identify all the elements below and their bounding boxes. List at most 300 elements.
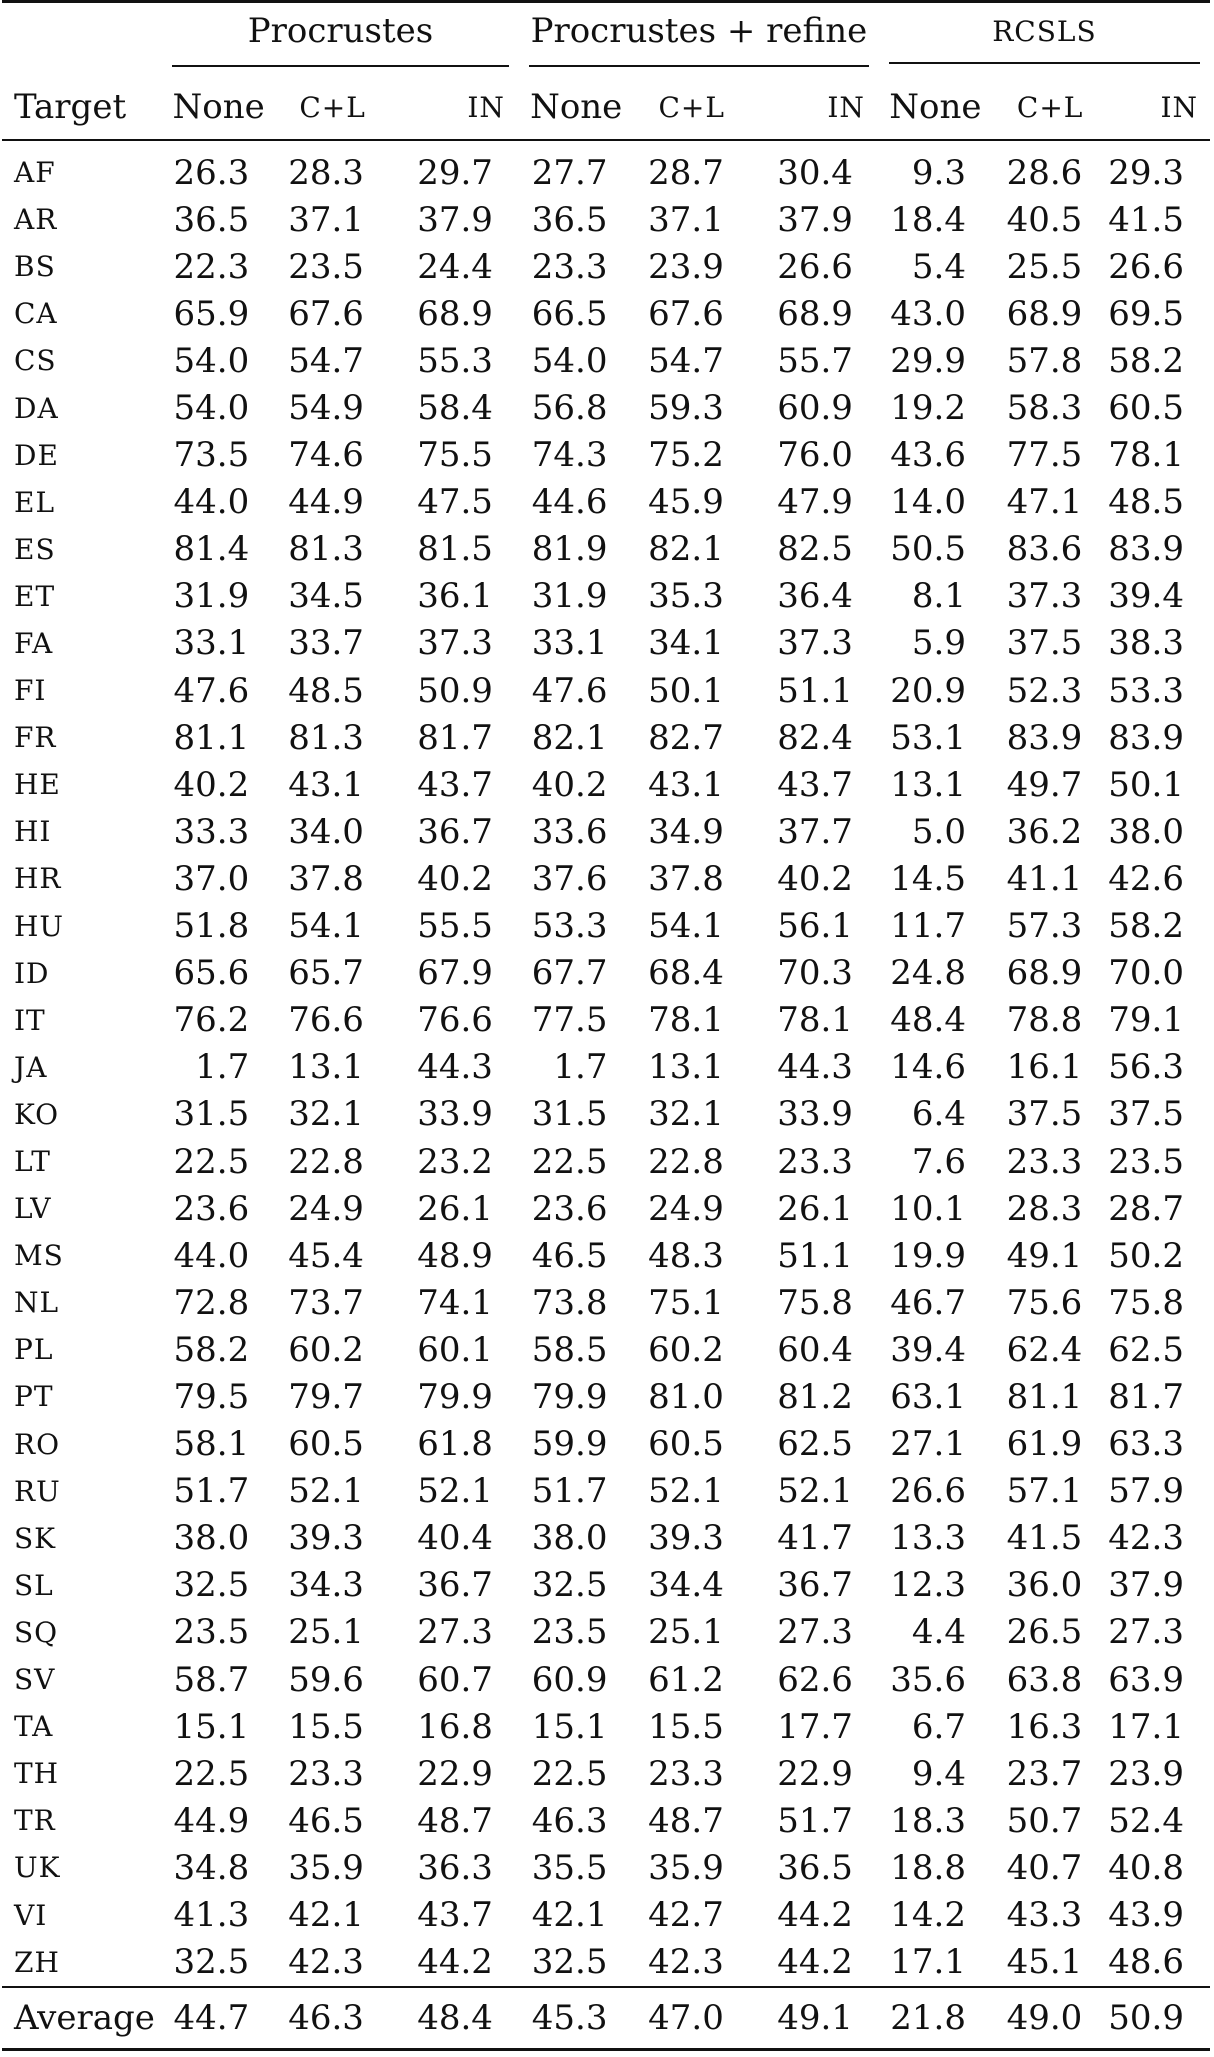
score-cell: 58.5 (531, 1329, 608, 1370)
score-cell: 48.7 (417, 1800, 493, 1841)
score-cell: 40.4 (417, 1518, 493, 1559)
score-cell: 23.3 (531, 246, 608, 287)
score-cell: 44.2 (777, 1942, 853, 1983)
target-language-cell: RO (14, 1427, 61, 1461)
score-cell: 65.6 (173, 953, 250, 994)
target-language-cell: AR (14, 203, 58, 237)
score-cell: 37.5 (1006, 1094, 1083, 1135)
score-cell: 43.7 (777, 764, 853, 805)
group-underline (889, 62, 1200, 64)
score-cell: 16.1 (1006, 1047, 1083, 1088)
score-cell: 38.0 (1108, 811, 1184, 852)
table-row (2, 855, 1210, 902)
subcolumn-header-cl: C+L (275, 75, 390, 140)
score-cell: 78.1 (1108, 435, 1184, 476)
score-cell: 26.6 (777, 246, 853, 287)
score-cell: 73.8 (531, 1282, 608, 1323)
score-cell: 44.0 (173, 1235, 250, 1276)
score-cell: 69.5 (1108, 293, 1184, 334)
score-cell: 36.0 (1006, 1565, 1083, 1606)
score-cell: 58.2 (1108, 340, 1184, 381)
score-cell: 37.1 (288, 199, 364, 240)
score-cell: 47.9 (777, 482, 853, 523)
score-cell: 81.3 (288, 717, 364, 758)
score-cell: 39.3 (648, 1518, 724, 1559)
score-cell: 9.4 (911, 1753, 966, 1794)
table-row (2, 1562, 1210, 1609)
score-cell: 47.0 (633, 1987, 749, 2050)
score-cell: 35.5 (531, 1847, 608, 1888)
score-cell: 82.5 (777, 529, 853, 570)
target-language-cell: SK (14, 1521, 57, 1555)
score-cell: 14.5 (890, 858, 966, 899)
score-cell: 37.5 (1006, 623, 1083, 664)
target-language-cell: AF (14, 156, 56, 190)
target-language-cell: DA (14, 391, 59, 425)
score-cell: 37.6 (531, 858, 608, 899)
score-cell: 36.5 (173, 199, 250, 240)
score-cell: 62.5 (1108, 1329, 1184, 1370)
average-row (2, 1987, 1210, 2050)
score-cell: 44.7 (162, 1987, 275, 2050)
score-cell: 47.6 (531, 670, 608, 711)
target-language-cell: PL (14, 1333, 54, 1367)
score-cell: 82.7 (648, 717, 724, 758)
score-cell: 28.6 (1006, 152, 1083, 193)
score-cell: 62.6 (777, 1659, 853, 1700)
table-row (2, 1939, 1210, 1987)
score-cell: 34.5 (288, 576, 364, 617)
score-cell: 34.1 (648, 623, 724, 664)
score-cell: 34.0 (288, 811, 364, 852)
score-cell: 30.4 (777, 152, 853, 193)
table-row (2, 432, 1210, 479)
target-language-cell: TA (14, 1710, 54, 1744)
score-cell: 15.1 (531, 1706, 608, 1747)
table-row (2, 1091, 1210, 1138)
score-cell: 36.3 (417, 1847, 493, 1888)
score-cell: 54.0 (531, 340, 608, 381)
score-cell: 45.1 (1006, 1942, 1083, 1983)
score-cell: 75.5 (417, 435, 493, 476)
table-row (2, 1185, 1210, 1232)
score-cell: 32.1 (648, 1094, 724, 1135)
score-cell: 36.1 (417, 576, 493, 617)
table-row (2, 140, 1210, 196)
score-cell: 54.1 (648, 906, 724, 947)
score-cell: 27.3 (417, 1612, 493, 1653)
score-cell: 83.9 (1108, 529, 1184, 570)
subheader-row (2, 75, 1210, 140)
score-cell: 75.8 (1108, 1282, 1184, 1323)
score-cell: 23.9 (1108, 1753, 1184, 1794)
score-cell: 32.5 (531, 1942, 608, 1983)
target-language-cell: HE (14, 768, 61, 802)
score-cell: 72.8 (173, 1282, 250, 1323)
score-cell: 43.6 (890, 435, 966, 476)
score-cell: 41.1 (1006, 858, 1083, 899)
score-cell: 53.3 (531, 906, 608, 947)
score-cell: 50.2 (1108, 1235, 1184, 1276)
score-cell: 48.7 (648, 1800, 724, 1841)
score-cell: 56.8 (531, 388, 608, 429)
table-row (2, 1891, 1210, 1938)
score-cell: 34.8 (173, 1847, 250, 1888)
target-language-cell: DE (14, 438, 59, 472)
score-cell: 5.0 (911, 811, 966, 852)
score-cell: 1.7 (195, 1047, 250, 1088)
score-cell: 1.7 (553, 1047, 608, 1088)
score-cell: 15.1 (173, 1706, 250, 1747)
score-cell: 14.0 (890, 482, 966, 523)
score-cell: 73.7 (288, 1282, 364, 1323)
score-cell: 83.9 (1006, 717, 1083, 758)
score-cell: 81.3 (288, 529, 364, 570)
score-cell: 22.5 (531, 1141, 608, 1182)
score-cell: 63.8 (1006, 1659, 1083, 1700)
score-cell: 61.8 (417, 1424, 493, 1465)
score-cell: 37.7 (777, 811, 853, 852)
score-cell: 61.2 (648, 1659, 724, 1700)
table-row (2, 337, 1210, 384)
score-cell: 24.4 (417, 246, 493, 287)
target-language-cell: RU (14, 1474, 61, 1508)
table-row (2, 1515, 1210, 1562)
score-cell: 23.6 (531, 1188, 608, 1229)
score-cell: 23.5 (1108, 1141, 1184, 1182)
score-cell: 77.5 (531, 1000, 608, 1041)
score-cell: 75.1 (648, 1282, 724, 1323)
score-cell: 29.7 (417, 152, 493, 193)
score-cell: 33.6 (531, 811, 608, 852)
score-cell: 17.7 (777, 1706, 853, 1747)
target-language-cell: ET (14, 579, 56, 613)
score-cell: 42.1 (531, 1895, 608, 1936)
table-row (2, 950, 1210, 997)
table-row (2, 997, 1210, 1044)
score-cell: 60.2 (648, 1329, 724, 1370)
score-cell: 46.3 (531, 1800, 608, 1841)
score-cell: 14.6 (890, 1047, 966, 1088)
score-cell: 51.7 (777, 1800, 853, 1841)
score-cell: 67.7 (531, 953, 608, 994)
score-cell: 76.0 (777, 435, 853, 476)
score-cell: 60.4 (777, 1329, 853, 1370)
score-cell: 22.3 (173, 246, 250, 287)
score-cell: 44.9 (288, 482, 364, 523)
table-row (2, 384, 1210, 431)
score-cell: 40.8 (1108, 1847, 1184, 1888)
score-cell: 52.4 (1108, 1800, 1184, 1841)
score-cell: 54.7 (288, 340, 364, 381)
score-cell: 38.0 (173, 1518, 250, 1559)
score-cell: 50.1 (1108, 764, 1184, 805)
score-cell: 8.1 (911, 576, 966, 617)
score-cell: 78.1 (777, 1000, 853, 1041)
target-language-cell: HI (14, 815, 52, 849)
score-cell: 36.7 (417, 1565, 493, 1606)
score-cell: 39.3 (288, 1518, 364, 1559)
score-cell: 79.9 (417, 1376, 493, 1417)
score-cell: 60.5 (648, 1424, 724, 1465)
score-cell: 75.2 (648, 435, 724, 476)
score-cell: 24.8 (890, 953, 966, 994)
score-cell: 57.8 (1006, 340, 1083, 381)
target-language-cell: LV (14, 1192, 52, 1226)
score-cell: 20.9 (890, 670, 966, 711)
table-row (2, 667, 1210, 714)
score-cell: 5.4 (911, 246, 966, 287)
score-cell: 43.3 (1006, 1895, 1083, 1936)
score-cell: 18.3 (890, 1800, 966, 1841)
score-cell: 61.9 (1006, 1424, 1083, 1465)
table-row (2, 761, 1210, 808)
target-language-cell: MS (14, 1239, 64, 1273)
table-row (2, 1279, 1210, 1326)
score-cell: 24.9 (288, 1188, 364, 1229)
score-cell: 54.9 (288, 388, 364, 429)
score-cell: 58.3 (1006, 388, 1083, 429)
score-cell: 43.7 (417, 764, 493, 805)
table-row (2, 243, 1210, 290)
score-cell: 35.3 (648, 576, 724, 617)
score-cell: 68.9 (777, 293, 853, 334)
score-cell: 81.9 (531, 529, 608, 570)
score-cell: 34.3 (288, 1565, 364, 1606)
score-cell: 35.9 (648, 1847, 724, 1888)
score-cell: 42.3 (288, 1942, 364, 1983)
score-cell: 41.5 (1108, 199, 1184, 240)
score-cell: 67.9 (417, 953, 493, 994)
score-cell: 47.1 (1006, 482, 1083, 523)
target-language-cell: VI (14, 1898, 48, 1932)
table-row (2, 1138, 1210, 1185)
score-cell: 23.3 (288, 1753, 364, 1794)
score-cell: 22.9 (777, 1753, 853, 1794)
score-cell: 31.5 (173, 1094, 250, 1135)
score-cell: 41.3 (173, 1895, 250, 1936)
score-cell: 40.2 (777, 858, 853, 899)
score-cell: 76.6 (417, 1000, 493, 1041)
score-cell: 9.3 (911, 152, 966, 193)
target-language-cell: BS (14, 250, 56, 284)
score-cell: 50.9 (1108, 1987, 1210, 2050)
score-cell: 83.9 (1108, 717, 1184, 758)
header-spacer (2, 2, 162, 76)
target-language-cell: Average (2, 1987, 162, 2050)
score-cell: 40.5 (1006, 199, 1083, 240)
score-cell: 40.2 (173, 764, 250, 805)
score-cell: 41.5 (1006, 1518, 1083, 1559)
score-cell: 28.7 (648, 152, 724, 193)
score-cell: 12.3 (890, 1565, 966, 1606)
score-cell: 26.6 (1108, 246, 1184, 287)
score-cell: 53.3 (1108, 670, 1184, 711)
score-cell: 13.3 (890, 1518, 966, 1559)
score-cell: 26.6 (890, 1471, 966, 1512)
score-cell: 23.5 (288, 246, 364, 287)
subcolumn-header-none: None (162, 75, 275, 140)
target-language-cell: HR (14, 862, 62, 896)
score-cell: 35.6 (890, 1659, 966, 1700)
score-cell: 52.1 (777, 1471, 853, 1512)
score-cell: 81.0 (648, 1376, 724, 1417)
score-cell: 78.1 (648, 1000, 724, 1041)
score-cell: 65.9 (173, 293, 250, 334)
score-cell: 54.1 (288, 906, 364, 947)
group-label: Procrustes + refine (530, 11, 868, 51)
score-cell: 81.4 (173, 529, 250, 570)
score-cell: 5.9 (911, 623, 966, 664)
score-cell: 58.7 (173, 1659, 250, 1700)
score-cell: 23.3 (1006, 1141, 1083, 1182)
table-row (2, 1797, 1210, 1844)
subcolumn-header-cl: C+L (633, 75, 749, 140)
score-cell: 14.2 (890, 1895, 966, 1936)
score-cell: 40.2 (417, 858, 493, 899)
table-row (2, 808, 1210, 855)
score-cell: 21.8 (879, 1987, 992, 2050)
score-cell: 39.4 (890, 1329, 966, 1370)
score-cell: 40.2 (531, 764, 608, 805)
score-cell: 76.2 (173, 1000, 250, 1041)
score-cell: 63.3 (1108, 1424, 1184, 1465)
score-cell: 46.5 (288, 1800, 364, 1841)
score-cell: 48.4 (890, 1000, 966, 1041)
score-cell: 16.8 (417, 1706, 493, 1747)
score-cell: 31.5 (531, 1094, 608, 1135)
score-cell: 49.0 (992, 1987, 1108, 2050)
score-cell: 44.2 (417, 1942, 493, 1983)
score-cell: 48.5 (288, 670, 364, 711)
score-cell: 27.3 (1108, 1612, 1184, 1653)
score-cell: 60.5 (1108, 388, 1184, 429)
table-row (2, 714, 1210, 761)
table-row (2, 1326, 1210, 1373)
score-cell: 28.3 (288, 152, 364, 193)
score-cell: 74.1 (417, 1282, 493, 1323)
score-cell: 36.5 (777, 1847, 853, 1888)
score-cell: 48.3 (648, 1235, 724, 1276)
score-cell: 33.1 (173, 623, 250, 664)
score-cell: 47.6 (173, 670, 250, 711)
score-cell: 45.4 (288, 1235, 364, 1276)
score-cell: 58.4 (417, 388, 493, 429)
score-cell: 58.2 (1108, 906, 1184, 947)
score-cell: 43.0 (890, 293, 966, 334)
score-cell: 37.1 (648, 199, 724, 240)
score-cell: 81.2 (777, 1376, 853, 1417)
score-cell: 37.9 (1108, 1565, 1184, 1606)
score-cell: 34.9 (648, 811, 724, 852)
score-cell: 68.4 (648, 953, 724, 994)
table-row (2, 1468, 1210, 1515)
target-language-cell: EL (14, 485, 56, 519)
score-cell: 42.3 (1108, 1518, 1184, 1559)
score-cell: 37.3 (417, 623, 493, 664)
score-cell: 54.7 (648, 340, 724, 381)
group-label: RCSLS (992, 14, 1097, 48)
score-cell: 82.1 (531, 717, 608, 758)
subcolumn-header-cl: C+L (992, 75, 1108, 140)
target-language-cell: HU (14, 909, 65, 943)
table-row (2, 573, 1210, 620)
score-cell: 62.4 (1006, 1329, 1083, 1370)
subcolumn-header-in: IN (750, 75, 879, 140)
score-cell: 25.1 (648, 1612, 724, 1653)
table-row (2, 1656, 1210, 1703)
score-cell: 59.3 (648, 388, 724, 429)
score-cell: 57.1 (1006, 1471, 1083, 1512)
score-cell: 27.7 (531, 152, 608, 193)
subcolumn-header-none: None (879, 75, 992, 140)
table-row (2, 1232, 1210, 1279)
score-cell: 26.1 (777, 1188, 853, 1229)
score-cell: 67.6 (288, 293, 364, 334)
score-cell: 47.5 (417, 482, 493, 523)
score-cell: 50.1 (648, 670, 724, 711)
score-cell: 29.3 (1108, 152, 1184, 193)
score-cell: 33.1 (531, 623, 608, 664)
score-cell: 50.9 (417, 670, 493, 711)
score-cell: 7.6 (911, 1141, 966, 1182)
target-column-header: Target (2, 75, 162, 140)
score-cell: 44.6 (531, 482, 608, 523)
score-cell: 18.4 (890, 199, 966, 240)
table-row (2, 479, 1210, 526)
score-cell: 43.9 (1108, 1895, 1184, 1936)
subcolumn-header-in: IN (1108, 75, 1210, 140)
score-cell: 83.6 (1006, 529, 1083, 570)
target-language-cell: KO (14, 1097, 60, 1131)
score-cell: 73.5 (173, 435, 250, 476)
score-cell: 22.5 (173, 1753, 250, 1794)
score-cell: 27.1 (890, 1424, 966, 1465)
score-cell: 34.4 (648, 1565, 724, 1606)
score-cell: 36.7 (417, 811, 493, 852)
target-language-cell: ID (14, 956, 50, 990)
score-cell: 23.7 (1006, 1753, 1083, 1794)
score-cell: 46.7 (890, 1282, 966, 1323)
score-cell: 63.1 (890, 1376, 966, 1417)
table-row (2, 1421, 1210, 1468)
score-cell: 50.5 (890, 529, 966, 570)
score-cell: 15.5 (288, 1706, 364, 1747)
score-cell: 22.5 (531, 1753, 608, 1794)
table-row (2, 903, 1210, 950)
score-cell: 81.1 (1006, 1376, 1083, 1417)
table-row (2, 526, 1210, 573)
score-cell: 60.1 (417, 1329, 493, 1370)
score-cell: 23.3 (777, 1141, 853, 1182)
score-cell: 33.9 (777, 1094, 853, 1135)
target-language-cell: TH (14, 1757, 60, 1791)
score-cell: 52.1 (417, 1471, 493, 1512)
score-cell: 10.1 (890, 1188, 966, 1229)
table-row (2, 1750, 1210, 1797)
score-cell: 75.6 (1006, 1282, 1083, 1323)
score-cell: 63.9 (1108, 1659, 1184, 1700)
score-cell: 77.5 (1006, 435, 1083, 476)
score-cell: 42.3 (648, 1942, 724, 1983)
score-cell: 46.3 (275, 1987, 390, 2050)
target-language-cell: ZH (14, 1945, 60, 1979)
score-cell: 37.3 (777, 623, 853, 664)
score-cell: 74.3 (531, 435, 608, 476)
score-cell: 70.0 (1108, 953, 1184, 994)
score-cell: 51.8 (173, 906, 250, 947)
score-cell: 11.7 (890, 906, 966, 947)
